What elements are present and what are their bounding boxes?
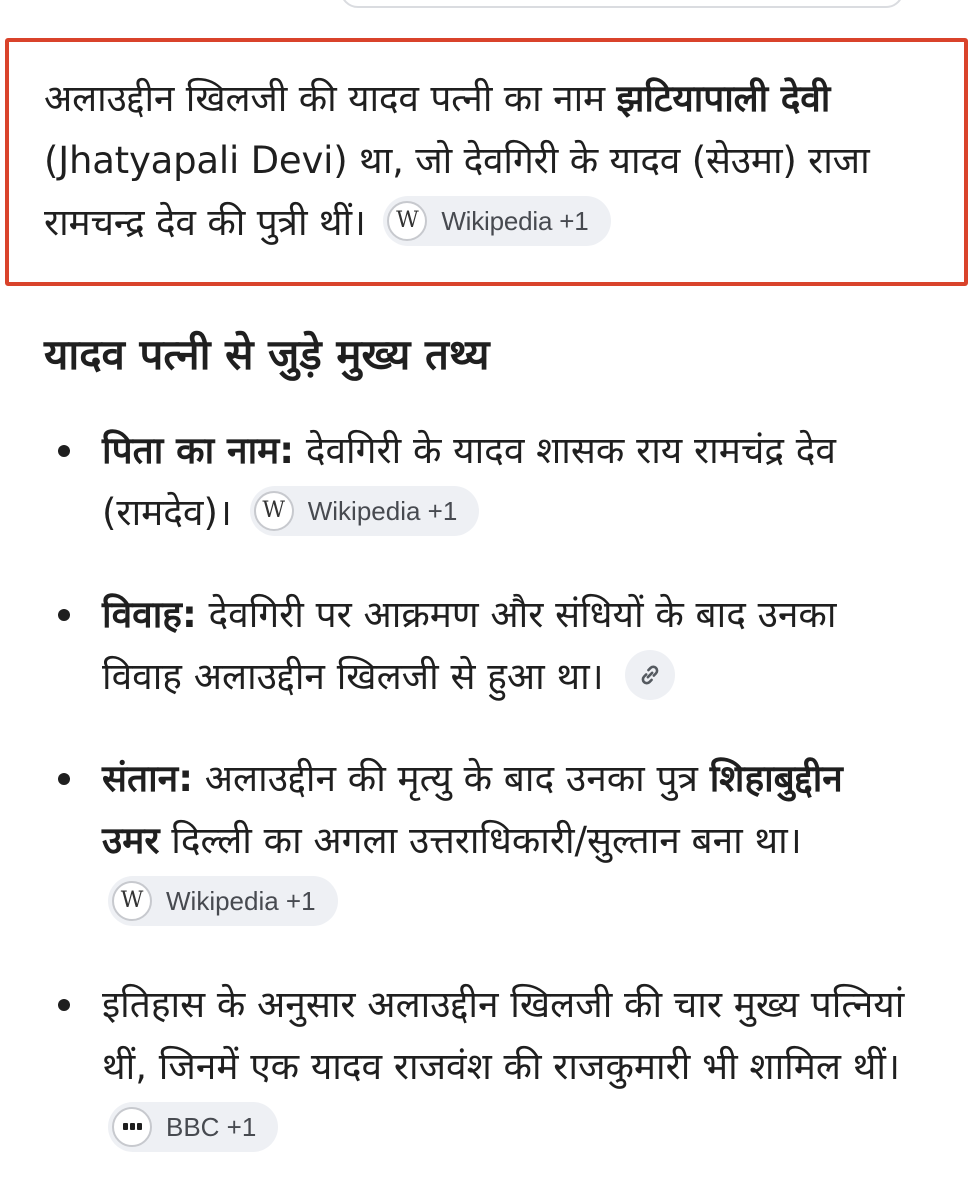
wikipedia-icon: W xyxy=(254,491,294,531)
link-button[interactable] xyxy=(625,650,675,700)
fact-bold-name: शिहाबुद्दीन उमर xyxy=(102,757,843,862)
source-chip-wikipedia[interactable] xyxy=(250,486,480,536)
facts-list xyxy=(0,420,973,1200)
source-chip-label: Wikipedia +1 xyxy=(166,885,316,916)
source-chip-label: BBC +1 xyxy=(166,1111,257,1142)
source-chip-wikipedia[interactable] xyxy=(108,876,338,926)
search-bar-edge xyxy=(340,0,904,8)
source-chip-wikipedia[interactable] xyxy=(383,196,610,246)
fact-label: संतान: xyxy=(102,757,194,800)
section-heading: यादव पत्नी से जुड़े मुख्य तथ्य xyxy=(44,330,490,379)
link-icon xyxy=(637,662,663,688)
intro-bold-name: झटियापाली देवी xyxy=(616,77,831,120)
fact-text: देवगिरी पर आक्रमण और संधियों के बाद उनका विवाह अलाउद्दीन खिलजी से हुआ था। xyxy=(102,593,837,698)
fact-text: देवगिरी के यादव शासक राय रामचंद्र देव (रामदेव)। xyxy=(102,429,836,534)
bbc-icon xyxy=(112,1107,152,1147)
wikipedia-icon: W xyxy=(112,881,152,921)
intro-paragraph xyxy=(44,68,924,254)
list-item xyxy=(0,420,973,544)
intro-text-before: अलाउद्दीन खिलजी की यादव पत्नी का नाम xyxy=(44,77,617,120)
bullet xyxy=(58,445,70,457)
intro-text-after: (Jhatyapali Devi) था, जो देवगिरी के यादव (सेउमा) राजा रामचन्द्र देव की पुत्री थीं। xyxy=(44,139,870,244)
list-item xyxy=(0,584,973,708)
fact-text-before: अलाउद्दीन की मृत्यु के बाद उनका पुत्र xyxy=(193,757,710,800)
wikipedia-icon: W xyxy=(387,201,427,241)
bullet xyxy=(58,773,70,785)
list-item xyxy=(0,748,973,934)
bullet xyxy=(58,999,70,1011)
list-item xyxy=(0,974,973,1160)
fact-label: पिता का नाम: xyxy=(102,429,295,472)
fact-label: विवाह: xyxy=(102,593,197,636)
source-chip-label: Wikipedia +1 xyxy=(441,205,589,236)
bullet xyxy=(58,609,70,621)
source-chip-label: Wikipedia +1 xyxy=(307,495,458,526)
source-chip-bbc[interactable] xyxy=(108,1102,278,1152)
fact-text-after: दिल्ली का अगला उत्तराधिकारी/सुल्तान बना था। xyxy=(159,819,802,862)
fact-text: इतिहास के अनुसार अलाउद्दीन खिलजी की चार मुख्य पत्नियां थीं, जिनमें एक यादव राजवंश की राजकुमारी भी शामिल थीं। xyxy=(102,983,905,1088)
